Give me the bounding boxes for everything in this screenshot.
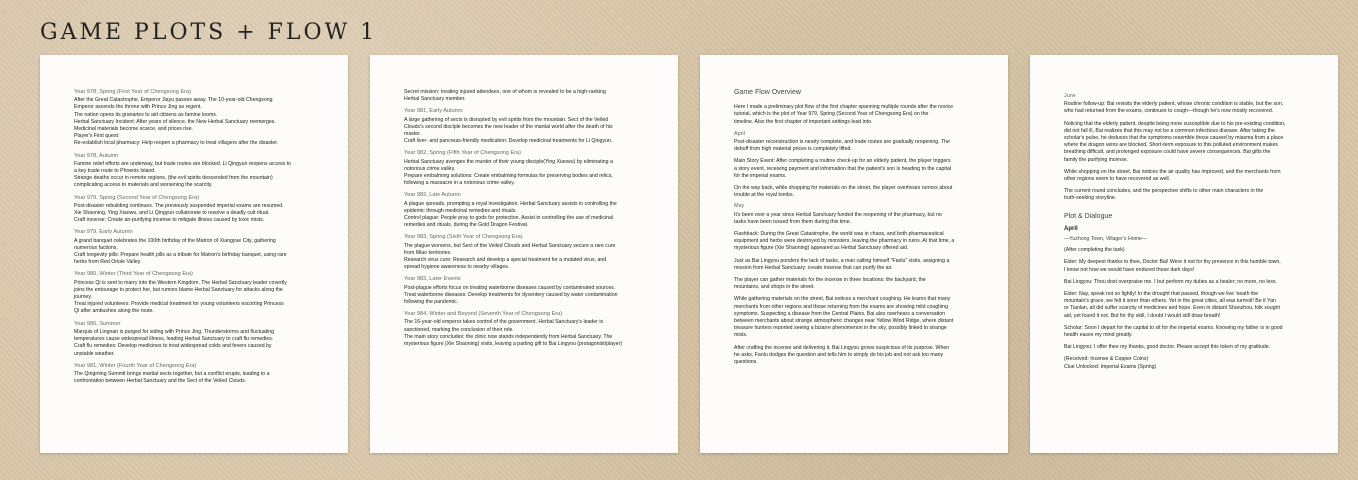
plot-dialogue-heading: Plot & Dialogue xyxy=(1064,212,1113,220)
text-line: debuff from high material prices is completely lifted. xyxy=(734,146,852,153)
text-line: Qi after ambushes along the route. xyxy=(74,308,154,315)
text-line: (After completing the task) xyxy=(1064,247,1125,254)
text-line: where the dragon veins are blocked. Short-term exposure to this polluted environment makes xyxy=(1064,142,1278,149)
april-heading: April xyxy=(1064,225,1078,232)
text-line: mists. xyxy=(734,332,748,339)
text-line: master. xyxy=(404,131,422,138)
text-line: tutorial, which is the plot of Year 979, Spring (Second Year of Chengsong Era) on the xyxy=(734,111,929,118)
entry-heading: Year 982, Late Autumn xyxy=(404,192,461,199)
text-line: mountain's grace, we felt it sorer than others. Yet in the great cities, all was turmoil! Be it Yan xyxy=(1064,298,1276,305)
text-line: Player's First quest: xyxy=(74,133,120,140)
text-line: Post-plague efforts focus on treating waterborne diseases caused by contaminated sources. xyxy=(404,284,616,291)
text-line: epidemic through medicinal remedies and rituals. xyxy=(404,207,517,214)
text-line: health eases my mind greatly. xyxy=(1064,332,1133,339)
text-line: Emperor ascends the throne with Prince Jing as regent. xyxy=(74,104,202,111)
text-line: Elder: My deepest thanks to thee, Doctor Bai! Were it not for thy presence in this humble town, xyxy=(1064,259,1281,266)
text-line: following the pandemic. xyxy=(404,299,459,306)
text-line: notorious crime valley. xyxy=(404,165,456,172)
text-line: aid, yet found it not. But for thy skill, I doubt I would still draw breath! xyxy=(1064,312,1221,319)
text-line: herbs from Red Oriole Valley. xyxy=(74,259,142,266)
text-line: Treat injured volunteers: Provide medical treatment for young volunteers escorting Princess xyxy=(74,301,284,308)
text-line: Marquis of Lingnan is purged for siding with Prince Jing. Thunderstorms and fluctuating xyxy=(74,328,275,335)
text-line: Post-disaster reconstruction is nearly complete, and trade routes are gradually reopening. The xyxy=(734,139,950,146)
month-text xyxy=(734,212,974,367)
june-heading: June xyxy=(1064,93,1076,99)
timeline-entry xyxy=(74,195,314,225)
text-line: The player can gather materials for the incense in three locations: the backyard, the xyxy=(734,277,926,284)
document-page-4 xyxy=(1030,55,1338,453)
page-3-body xyxy=(734,131,974,366)
entry-heading: Year 980, Summer xyxy=(74,320,121,327)
text-line: or Tianlan, all did suffer scarcity of medicines and hope. Even in distant Shanzhou, folk sought xyxy=(1064,305,1280,312)
text-line: following a massacre in a notorious crime valley. xyxy=(404,180,515,187)
text-line: The main story concludes: the clinic now stands independently from Herbal Sanctuary. The xyxy=(404,333,613,340)
text-line: On the way back, while shopping for materials on the street, the player overhears rumors about xyxy=(734,185,953,192)
text-line: questions. xyxy=(734,359,758,366)
text-line: Treat waterborne diseases: Develop treatments for dysentery caused by water contamination xyxy=(404,291,618,298)
timeline-entry xyxy=(74,89,314,148)
text-line: Main Story Event: After completing a routine check-up for an elderly patient, the player triggers xyxy=(734,158,951,165)
text-line: between merchants about strange atmospheric changes near Yellow Wind Ridge, where distant xyxy=(734,318,954,325)
text-line: Princess Qi is sent to marry into the Western Kingdom. The Herbal Sanctuary leader covertly xyxy=(74,279,287,286)
text-line: Post-disaster rebuilding continues. The previously suspended imperial exams are resumed. xyxy=(74,202,284,209)
timeline-entry xyxy=(74,271,314,315)
text-line: While gathering materials on the street, Bai notices a merchant coughing. He learns that many xyxy=(734,296,951,303)
page-title: GAME PLOTS + FLOW 1 xyxy=(40,20,378,45)
text-line: A plague spreads, prompting a royal investigation. Herbal Sanctuary assists in controlling the xyxy=(404,200,617,207)
text-line: journey. xyxy=(74,294,93,301)
text-line: Craft liver- and pancreas-friendly medication: Develop medicinal treatments for Li Qingyun. xyxy=(404,138,613,145)
document-page-3 xyxy=(700,55,1008,453)
text-line: Medicinal materials become scarce, and prices rise. xyxy=(74,126,194,133)
text-line: sanctioned, marking the conclusion of their role. xyxy=(404,326,514,333)
text-line: remedies and rituals, during the Gold Dragon Festival. xyxy=(404,222,529,229)
text-line: Craft incense: Create air-purifying incense to mitigate illness caused by toxic mists. xyxy=(74,217,265,224)
text-line: breathing difficult, and prolonged exposure could have severe consequences. Bai gifts the xyxy=(1064,149,1271,156)
page-3-heading: Game Flow Overview xyxy=(734,89,801,96)
text-line: from Miao territories. xyxy=(404,249,452,256)
text-line: unstable weather. xyxy=(74,350,115,357)
text-line: scholar's pulse, he deduces that the symptoms resemble those caused by miasma from a place xyxy=(1064,135,1284,142)
text-line: Herbal Sanctuary member. xyxy=(404,96,466,103)
text-line: Flashback: During the Great Catastrophe, the world was in chaos, and both pharmaceutical xyxy=(734,231,944,238)
text-line: Herbal Sanctuary avenges the murder of their young disciple(Ying Xiaowu) by eliminating a xyxy=(404,158,613,165)
text-line: Elder: Nay, speak not so lightly! In the drought that passed, though we live 'neath the xyxy=(1064,291,1259,298)
timeline-entry xyxy=(404,234,644,271)
text-line: merchants from other regions and those returning from the exams are showing mild coughing xyxy=(734,303,948,310)
text-line: spread hygiene awareness to nearby villages. xyxy=(404,264,510,271)
text-line: Craft flu remedies: Develop medicines to treat widespread colds and fevers caused by xyxy=(74,343,272,350)
text-line: Bai Lingyou: I offer thee my thanks, good doctor. Please accept this token of my gratitude. xyxy=(1064,344,1271,351)
entry-heading: Year 981, Winter (Fourth Year of Chengsong Era) xyxy=(74,362,197,369)
timeline-entry xyxy=(404,192,644,229)
timeline-entry xyxy=(404,89,644,103)
timeline-entry xyxy=(404,108,644,145)
text-line: The current round concludes, and the perspective shifts to other main characters in the xyxy=(1064,188,1264,195)
entry-heading: Year 980, Winter (Third Year of Chengsong Era) xyxy=(74,271,193,278)
text-line: Research virus cure: Research and develop a special treatment for a mutated virus, and xyxy=(404,257,607,264)
month-text xyxy=(734,139,974,199)
text-line: The 16-year-old emperor takes control of the government. Herbal Sanctuary's leader is xyxy=(404,319,604,326)
text-line: Noticing that the elderly patient, despite being more susceptible due to his pre-existing condition, xyxy=(1064,120,1286,127)
text-line: Herbal Sanctuary Incident: After years of silence, the New Herbal Sanctuary reemerges. xyxy=(74,118,276,125)
page-3-intro xyxy=(734,104,974,126)
entry-heading: Year 979, Early Autumn xyxy=(74,229,133,236)
text-line: Craft longevity pills: Prepare health pills as a tribute for Matron's birthday banquet, using rare xyxy=(74,252,287,259)
text-line: joins the entourage to protect her, but rumors blame Herbal Sanctuary for attacks along the xyxy=(74,286,283,293)
text-line: Scholar: Soon I depart for the capital to sit for the imperial exams. Knowing my father is in good xyxy=(1064,324,1283,331)
text-line: family the purifying incense. xyxy=(1064,156,1129,163)
timeline-entry xyxy=(404,150,644,187)
text-line: numerous factions. xyxy=(74,244,118,251)
text-line: confrontation between Herbal Sanctuary and the Sect of the Veiled Clouds. xyxy=(74,378,247,385)
entry-heading: Year 979, Spring (Second Year of Chengsong Era) xyxy=(74,194,200,201)
text-line: Here I made a preliminary plot flow of the first chapter spanning multiple rounds after the novice xyxy=(734,104,954,111)
text-line: timeline. Also the first chapter of important settings lead into. xyxy=(734,118,873,125)
text-line: who had returned from the exams, continues to cough—though he's now mostly recovered. xyxy=(1064,108,1274,115)
text-line: equipment and herbs were destroyed by monsters, leaving the pharmacy in ruins. At that time, a xyxy=(734,238,955,245)
text-line: Clue Unlocked: Imperial Exams (Spring) xyxy=(1064,363,1157,370)
june-text xyxy=(1064,101,1304,202)
text-line: trouble at the royal tombs. xyxy=(734,192,794,199)
text-line: Xie Shaoning, Ying Xiaowu, and Li Qingyun collaborate to resolve a deadly cult ritual. xyxy=(74,210,270,217)
text-line: for the imperial exams. xyxy=(734,172,787,179)
entry-heading: Year 981, Early Autumn xyxy=(404,108,463,115)
text-line: A large gathering of sects is disrupted by evil spirits from the mountain. Sect of the Veiled xyxy=(404,116,609,123)
text-line: A grand banquet celebrates the 100th birthday of the Matron of Xiangyue City, gathering xyxy=(74,237,276,244)
dialogue-text xyxy=(1064,247,1304,371)
text-line: Just as Bai Lingyou ponders the lack of tasks, a man calling himself "Fanlu" visits, assigning a xyxy=(734,257,950,264)
entry-heading: Year 982, Spring (Fifth Year of Chengsong Era) xyxy=(404,150,522,157)
text-line: mission from Herbal Sanctuary: create incense that can purify the air. xyxy=(734,264,893,271)
entry-heading: Year 983, Later Events xyxy=(404,276,461,283)
text-line: While shopping on the street, Bai notices the air quality has improved, and the merchants from xyxy=(1064,168,1281,175)
text-line: I know not how we would have endured those dark days! xyxy=(1064,266,1195,273)
text-line: Prepare embalming solutions: Create embalming formulas for preserving bodies and relics, xyxy=(404,173,613,180)
text-line: The nation opens its granaries to aid citizens as famine looms. xyxy=(74,111,218,118)
text-line: mysterious figure (Xie Shaoning) visits, leaving a parting gift to Bai Lingyou (protagonist/player) xyxy=(404,341,622,348)
text-line: Famine relief efforts are underway, but trade routes are blocked. Li Qingyun reopens access to xyxy=(74,160,291,167)
document-page-1 xyxy=(40,55,348,453)
text-line: It's been over a year since Herbal Sanctuary funded the reopening of the pharmacy, but no xyxy=(734,211,942,218)
location-line: —Yuzhong Town, Villager's Home— xyxy=(1064,236,1147,243)
text-line: (Received: Incense & Copper Coins) xyxy=(1064,356,1149,363)
text-line: Bai Lingyou: Thou dost overpraise me. I but perform my duties as a healer; no more, no less. xyxy=(1064,278,1277,285)
text-line: Strange deaths occur in remote regions, (the evil spirits descended from the mountain) xyxy=(74,175,273,182)
month-heading: April xyxy=(734,130,745,137)
entry-heading: Year 978, Spring (First Year of Chengsong Era) xyxy=(74,89,192,95)
timeline-entry xyxy=(74,363,314,386)
timeline-entry xyxy=(74,321,314,358)
text-line: complicating access to materials and worsening the scarcity. xyxy=(74,182,213,189)
timeline-entry xyxy=(74,229,314,266)
entry-heading: Year 983, Spring (Sixth Year of Chengsong Era) xyxy=(404,234,523,241)
text-line: a key trade route to Phoenix Island. xyxy=(74,168,156,175)
timeline-entry xyxy=(74,153,314,190)
text-line: tasks have been issued from them during this time. xyxy=(734,218,852,225)
text-line: Re-establish local pharmacy: Help reopen a pharmacy to treat villagers after the disaster. xyxy=(74,140,279,147)
entry-heading: Year 984, Winter and Beyond (Seventh Year of Chengsong Era) xyxy=(404,311,563,318)
text-line: Secret mission: treating injured attendees, one of whom is revealed to be a high-ranking xyxy=(404,89,606,95)
text-line: truth-seeking storyline. xyxy=(1064,195,1117,202)
timeline-entry xyxy=(404,276,644,306)
text-line: mountains, and shops in the street. xyxy=(734,284,815,291)
text-line: he asks, Fanlu dodges the question and tells him to simply do his job and not ask too many xyxy=(734,351,944,358)
text-line: other regions seem to have recovered as well. xyxy=(1064,176,1171,183)
text-line: After crafting the incense and delivering it, Bai Lingyou grows suspicious of its purpose. When xyxy=(734,344,950,351)
text-line: Control plague: People pray to gods for protection. Assist in controlling the use of medicinal xyxy=(404,215,614,222)
text-line: temperatures cause widespread illness, leading Herbal Sanctuary to craft flu remedies. xyxy=(74,336,274,343)
text-line: mysterious figure (Xie Shaoning) appeared as Herbal Sanctuary offered aid. xyxy=(734,245,909,252)
text-line: symptoms. Suspecting a disease from the Central Plains, Bai also overhears a conversation xyxy=(734,310,946,317)
document-page-2 xyxy=(370,55,678,453)
text-line: Routine follow-up: Bai revisits the elderly patient, whose chronic condition is stable, but the son, xyxy=(1064,101,1284,108)
entry-heading: Year 978, Autumn xyxy=(74,152,119,159)
text-line: a story event, receiving payment and information that the patient's son is heading to the capital xyxy=(734,165,951,172)
text-line: The plague worsens, but Sect of the Veiled Clouds and Herbal Sanctuary secure a rare cure xyxy=(404,242,616,249)
text-line: Clouds's second disciple becomes the new leader of the martial world after the death of his xyxy=(404,123,613,130)
text-line: treasure hunters reported seeing a bizarre phenomenon in the sky, possibly linked to strange xyxy=(734,325,947,332)
month-heading: May xyxy=(734,203,745,210)
timeline-entry xyxy=(404,311,644,348)
text-line: After the Great Catastrophe, Emperor Jiayu passes away. The 10-year-old Chengsong xyxy=(74,97,273,104)
text-line: The Qingming Summit brings martial sects together, but a conflict erupts, leading to a xyxy=(74,370,270,377)
text-line: did not fall ill, Bai realizes that this may not be a common infectious disease. After taking the xyxy=(1064,127,1275,134)
